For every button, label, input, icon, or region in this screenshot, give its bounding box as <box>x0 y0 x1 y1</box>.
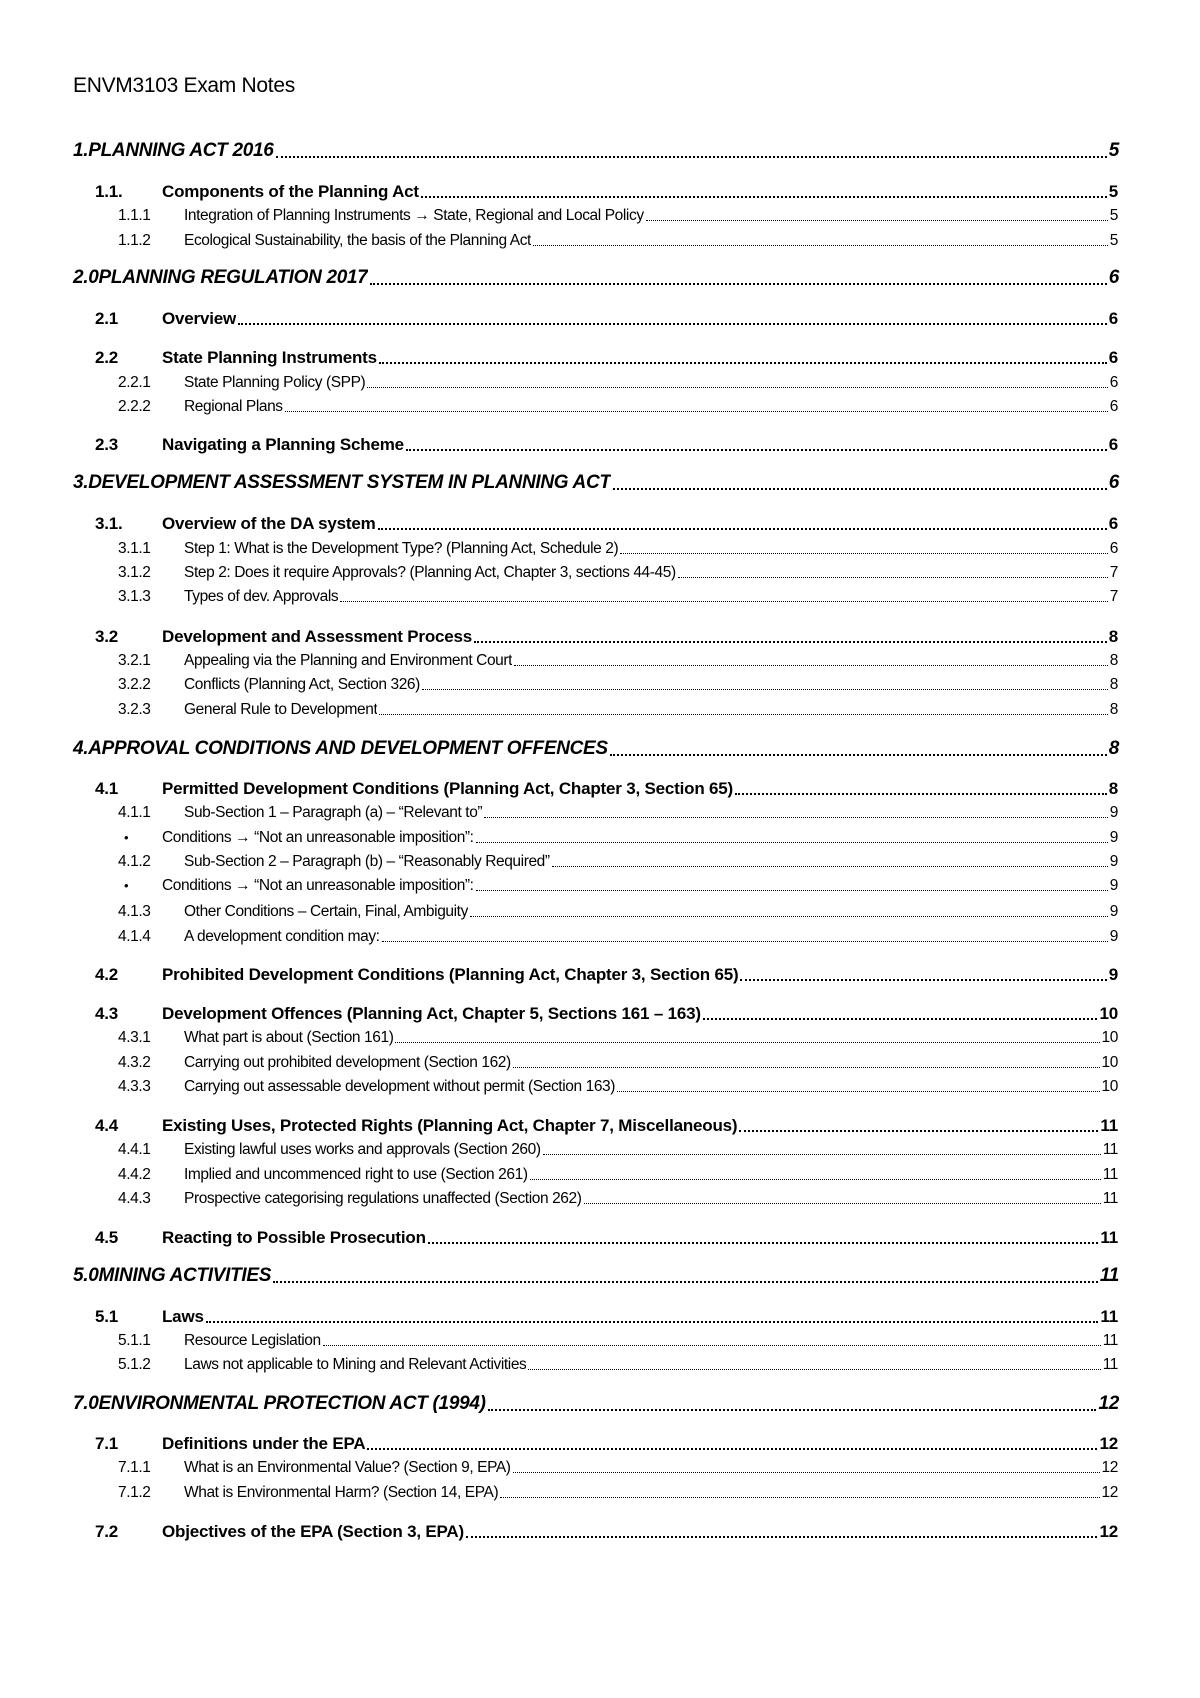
toc-entry-level-1[interactable] <box>0 738 1200 760</box>
toc-entry-title: APPROVAL CONDITIONS AND DEVELOPMENT OFFENCES <box>88 738 608 759</box>
toc-entry-number: 3.2 <box>95 627 119 646</box>
toc-entry-level-3[interactable] <box>0 1332 1200 1350</box>
toc-entry-number: 3. <box>73 472 89 493</box>
toc-page-number: 6 <box>1109 374 1118 391</box>
toc-entry-level-3[interactable] <box>0 398 1200 416</box>
toc-dot-leader <box>613 487 1107 490</box>
toc-dot-leader <box>530 1178 1101 1180</box>
toc-entry-level-3[interactable] <box>0 1166 1200 1184</box>
toc-entry-level-3[interactable] <box>0 1190 1200 1208</box>
toc-entry-level-2[interactable] <box>0 514 1200 534</box>
toc-entry-title: Carrying out prohibited development (Section 162) <box>184 1054 511 1071</box>
toc-entry-title: Prospective categorising regulations unaffected (Section 262) <box>184 1190 582 1207</box>
toc-entry-number: 2.3 <box>95 435 119 454</box>
toc-entry-title: PLANNING REGULATION 2017 <box>98 267 368 288</box>
toc-entry-level-1[interactable] <box>0 267 1200 289</box>
toc-dot-leader <box>406 448 1107 451</box>
toc-entry-level-3[interactable] <box>0 1459 1200 1477</box>
toc-entry-title: MINING ACTIVITIES <box>98 1265 272 1286</box>
toc-entry-number: 5.1.2 <box>118 1356 151 1373</box>
toc-dot-leader <box>379 713 1107 715</box>
toc-entry-level-2[interactable] <box>0 1522 1200 1542</box>
toc-page-number: 9 <box>1109 829 1118 846</box>
toc-entry-title: What is Environmental Harm? (Section 14, EPA) <box>184 1484 499 1501</box>
toc-entry-title: DEVELOPMENT ASSESSMENT SYSTEM IN PLANNING ACT <box>88 472 611 493</box>
toc-page-number: 7 <box>1109 588 1118 605</box>
toc-entry-number: 1.1. <box>95 182 123 201</box>
toc-entry-level-2[interactable] <box>0 348 1200 368</box>
toc-entry-level-3[interactable] <box>0 1054 1200 1072</box>
toc-entry-level-3[interactable] <box>0 853 1200 871</box>
toc-page-number: 6 <box>1109 540 1118 557</box>
toc-entry-level-2[interactable] <box>0 1116 1200 1136</box>
toc-entry-number: 1.1.2 <box>118 232 151 249</box>
toc-entry-level-2[interactable] <box>0 965 1200 985</box>
toc-dot-leader <box>703 1017 1098 1020</box>
toc-entry-level-2[interactable] <box>0 309 1200 329</box>
toc-entry-title: Conditions → “Not an unreasonable imposition”: <box>162 877 474 894</box>
toc-entry-level-2[interactable] <box>0 1434 1200 1454</box>
toc-entry-level-3[interactable] <box>0 1029 1200 1047</box>
toc-page-number: 10 <box>1101 1078 1118 1095</box>
toc-entry-title: Step 1: What is the Development Type? (Planning Act, Schedule 2) <box>184 540 619 557</box>
toc-dot-leader <box>735 792 1107 795</box>
toc-entry-number: 2.2.1 <box>118 374 151 391</box>
toc-page-number: 11 <box>1102 1332 1118 1349</box>
toc-entry-title: Reacting to Possible Prosecution <box>162 1228 426 1247</box>
toc-entry-level-3[interactable] <box>0 1141 1200 1159</box>
toc-entry-level-3[interactable] <box>0 652 1200 670</box>
toc-entry-title: Resource Legislation <box>184 1332 321 1349</box>
toc-page-number: 5 <box>1108 140 1119 161</box>
toc-entry-title: General Rule to Development <box>184 701 378 718</box>
toc-entry-level-3[interactable] <box>0 207 1200 225</box>
toc-dot-leader <box>466 1535 1098 1538</box>
toc-entry-number: 4.1.1 <box>118 804 151 821</box>
toc-entry-number: 2.0 <box>73 267 99 288</box>
toc-entry-number: 4.2 <box>95 965 119 984</box>
toc-dot-leader <box>584 1202 1101 1204</box>
toc-entry-level-1[interactable] <box>0 472 1200 494</box>
toc-dot-leader <box>395 1041 1099 1043</box>
toc-entry-title: Carrying out assessable development without permit (Section 163) <box>184 1078 616 1095</box>
toc-entry-title: Types of dev. Approvals <box>184 588 339 605</box>
toc-entry-title: Regional Plans <box>184 398 283 415</box>
toc-entry-title: A development condition may: <box>184 928 380 945</box>
toc-dot-leader <box>285 410 1108 412</box>
toc-entry-number: 4.3.1 <box>118 1029 151 1046</box>
toc-dot-leader <box>370 282 1107 285</box>
toc-entry-number: 3.2.2 <box>118 676 151 693</box>
toc-entry-number: 2.2.2 <box>118 398 151 415</box>
toc-entry-level-3[interactable] <box>0 676 1200 694</box>
toc-entry-title: Appealing via the Planning and Environment Court <box>184 652 513 669</box>
toc-page-number: 11 <box>1099 1265 1119 1286</box>
toc-entry-title: Implied and uncommenced right to use (Section 261) <box>184 1166 528 1183</box>
toc-dot-leader <box>678 576 1108 578</box>
toc-entry-number: 4.1 <box>95 779 119 798</box>
toc-entry-level-3[interactable] <box>0 903 1200 921</box>
toc-entry-number: 5.1.1 <box>118 1332 151 1349</box>
toc-entry-level-3[interactable] <box>0 701 1200 719</box>
toc-entry-title: State Planning Instruments <box>162 348 377 367</box>
toc-entry-title: Conditions → “Not an unreasonable imposition”: <box>162 829 474 846</box>
toc-entry-level-2[interactable] <box>0 182 1200 202</box>
toc-page-number: 5 <box>1109 207 1118 224</box>
toc-entry-level-3[interactable] <box>0 374 1200 392</box>
toc-entry-title: Integration of Planning Instruments → State, Regional and Local Policy <box>184 207 644 224</box>
toc-entry-number: • <box>124 878 129 893</box>
toc-dot-leader <box>513 1471 1100 1473</box>
toc-entry-title: Sub-Section 1 – Paragraph (a) – “Relevant to” <box>184 804 483 821</box>
toc-page-number: 6 <box>1108 472 1119 493</box>
toc-page-number: 9 <box>1109 903 1118 920</box>
toc-dot-leader <box>739 1129 1098 1132</box>
toc-entry-title: ENVIRONMENTAL PROTECTION ACT (1994) <box>98 1393 486 1414</box>
toc-entry-number: 1. <box>73 140 89 161</box>
toc-entry-number: 3.1.1 <box>118 540 151 557</box>
toc-entry-title: Definitions under the EPA <box>162 1434 366 1453</box>
toc-entry-number: 3.1.3 <box>118 588 151 605</box>
toc-dot-leader <box>476 841 1108 843</box>
toc-entry-number: 7.0 <box>73 1393 99 1414</box>
toc-entry-number: 4.3 <box>95 1004 119 1023</box>
toc-entry-level-3[interactable] <box>0 1078 1200 1096</box>
toc-page-number: 12 <box>1101 1459 1118 1476</box>
toc-entry-title: Other Conditions – Certain, Final, Ambiguity <box>184 903 468 920</box>
toc-dot-leader <box>543 1153 1101 1155</box>
toc-page-number: 8 <box>1109 676 1118 693</box>
toc-dot-leader <box>484 816 1108 818</box>
toc-dot-leader <box>552 865 1108 867</box>
toc-entry-title: Existing Uses, Protected Rights (Planning Act, Chapter 7, Miscellaneous) <box>162 1116 738 1135</box>
toc-entry-level-3[interactable] <box>0 928 1200 946</box>
toc-page-number: 11 <box>1102 1356 1118 1373</box>
toc-dot-leader <box>378 527 1107 530</box>
toc-dot-leader <box>367 1447 1097 1450</box>
toc-dot-leader <box>382 940 1108 942</box>
toc-dot-leader <box>620 552 1108 554</box>
toc-page-number: 11 <box>1100 1228 1118 1247</box>
toc-entry-level-3[interactable] <box>0 1484 1200 1502</box>
toc-page-number: 7 <box>1109 564 1118 581</box>
toc-entry-level-3[interactable] <box>0 540 1200 558</box>
toc-entry-number: 4.4 <box>95 1116 119 1135</box>
toc-entry-level-3[interactable] <box>0 564 1200 582</box>
toc-entry-title: Development and Assessment Process <box>162 627 473 646</box>
toc-page-number: 10 <box>1101 1054 1118 1071</box>
toc-entry-number: • <box>124 830 129 845</box>
toc-entry-level-1[interactable] <box>0 1265 1200 1287</box>
toc-dot-leader <box>367 386 1107 388</box>
toc-entry-title: Laws not applicable to Mining and Relevant Activities <box>184 1356 527 1373</box>
toc-entry-number: 3.1.2 <box>118 564 151 581</box>
toc-entry-number: 4.4.3 <box>118 1190 151 1207</box>
toc-entry-title: Existing lawful uses works and approvals (Section 260) <box>184 1141 541 1158</box>
toc-page-number: 11 <box>1102 1190 1118 1207</box>
toc-dot-leader <box>488 1408 1097 1411</box>
toc-entry-number: 4.1.4 <box>118 928 151 945</box>
toc-page-number: 6 <box>1108 348 1118 367</box>
toc-page-number: 12 <box>1099 1434 1118 1453</box>
toc-entry-number: 3.2.1 <box>118 652 151 669</box>
toc-dot-leader <box>428 1241 1099 1244</box>
toc-dot-leader <box>533 244 1108 246</box>
document-title: ENVM3103 Exam Notes <box>73 74 295 97</box>
toc-entry-number: 4. <box>73 738 89 759</box>
toc-dot-leader <box>273 1280 1098 1283</box>
toc-entry-title: Ecological Sustainability, the basis of the Planning Act <box>184 232 531 249</box>
toc-dot-leader <box>500 1496 1099 1498</box>
toc-page-number: 6 <box>1109 398 1118 415</box>
toc-entry-number: 4.4.1 <box>118 1141 151 1158</box>
toc-page-number: 9 <box>1108 965 1118 984</box>
toc-entry-title: Laws <box>162 1307 204 1326</box>
toc-dot-leader <box>740 978 1106 981</box>
toc-dot-leader <box>617 1090 1100 1092</box>
toc-entry-level-3[interactable] <box>0 804 1200 822</box>
toc-dot-leader <box>422 688 1108 690</box>
toc-page-number: 10 <box>1099 1004 1118 1023</box>
toc-page-number: 8 <box>1109 652 1118 669</box>
toc-page-number: 11 <box>1100 1307 1118 1326</box>
toc-dot-leader <box>528 1368 1100 1370</box>
toc-bullet-entry[interactable] <box>0 829 1200 847</box>
toc-dot-leader <box>646 219 1108 221</box>
toc-entry-number: 4.5 <box>95 1228 119 1247</box>
toc-entry-number: 2.2 <box>95 348 119 367</box>
toc-entry-title: Navigating a Planning Scheme <box>162 435 404 454</box>
toc-page-number: 5 <box>1108 182 1118 201</box>
toc-entry-number: 2.1 <box>95 309 119 328</box>
toc-dot-leader <box>610 753 1107 756</box>
toc-entry-level-3[interactable] <box>0 588 1200 606</box>
toc-page-number: 5 <box>1109 232 1118 249</box>
toc-entry-level-2[interactable] <box>0 627 1200 647</box>
toc-page-number: 6 <box>1108 435 1118 454</box>
toc-entry-title: Overview of the DA system <box>162 514 376 533</box>
toc-entry-title: Components of the Planning Act <box>162 182 419 201</box>
toc-dot-leader <box>276 155 1107 158</box>
toc-entry-number: 4.4.2 <box>118 1166 151 1183</box>
toc-entry-number: 4.3.3 <box>118 1078 151 1095</box>
toc-entry-number: 4.1.3 <box>118 903 151 920</box>
toc-page-number: 8 <box>1108 627 1118 646</box>
toc-entry-title: Prohibited Development Conditions (Planning Act, Chapter 3, Section 65) <box>162 965 739 984</box>
toc-dot-leader <box>421 195 1107 198</box>
toc-entry-level-2[interactable] <box>0 1228 1200 1248</box>
toc-page-number: 6 <box>1108 267 1119 288</box>
toc-entry-number: 7.1.2 <box>118 1484 151 1501</box>
toc-dot-leader <box>513 1066 1100 1068</box>
toc-entry-title: Step 2: Does it require Approvals? (Planning Act, Chapter 3, sections 44-45) <box>184 564 676 581</box>
toc-page-number: 11 <box>1102 1141 1118 1158</box>
toc-entry-title: Sub-Section 2 – Paragraph (b) – “Reasonably Required” <box>184 853 550 870</box>
toc-page-number: 8 <box>1108 738 1119 759</box>
toc-entry-title: Permitted Development Conditions (Planning Act, Chapter 3, Section 65) <box>162 779 734 798</box>
toc-entry-level-1[interactable] <box>0 1393 1200 1415</box>
toc-entry-title: What is an Environmental Value? (Section 9, EPA) <box>184 1459 511 1476</box>
toc-page-number: 11 <box>1102 1166 1118 1183</box>
toc-dot-leader <box>323 1344 1101 1346</box>
toc-page-number: 9 <box>1109 877 1118 894</box>
toc-entry-level-2[interactable] <box>0 1004 1200 1024</box>
toc-page-number: 12 <box>1101 1484 1118 1501</box>
toc-entry-title: Conflicts (Planning Act, Section 326) <box>184 676 420 693</box>
toc-dot-leader <box>474 640 1107 643</box>
toc-entry-title: State Planning Policy (SPP) <box>184 374 366 391</box>
toc-page-number: 12 <box>1099 1522 1118 1541</box>
toc-page-number: 9 <box>1109 928 1118 945</box>
toc-entry-level-3[interactable] <box>0 1356 1200 1374</box>
toc-entry-level-1[interactable] <box>0 140 1200 162</box>
toc-entry-title: Development Offences (Planning Act, Chapter 5, Sections 161 – 163) <box>162 1004 701 1023</box>
toc-entry-number: 3.1. <box>95 514 123 533</box>
toc-entry-title: What part is about (Section 161) <box>184 1029 394 1046</box>
toc-dot-leader <box>514 664 1108 666</box>
toc-entry-title: PLANNING ACT 2016 <box>88 140 274 161</box>
toc-dot-leader <box>238 322 1107 325</box>
toc-entry-number: 7.2 <box>95 1522 119 1541</box>
toc-entry-number: 1.1.1 <box>118 207 151 224</box>
toc-page-number: 6 <box>1108 309 1118 328</box>
toc-entry-number: 4.1.2 <box>118 853 151 870</box>
toc-page-number: 9 <box>1109 804 1118 821</box>
toc-dot-leader <box>470 915 1108 917</box>
toc-entry-title: Objectives of the EPA (Section 3, EPA) <box>162 1522 464 1541</box>
toc-entry-level-2[interactable] <box>0 779 1200 799</box>
toc-entry-level-2[interactable] <box>0 1307 1200 1327</box>
toc-dot-leader <box>379 361 1107 364</box>
toc-entry-number: 5.0 <box>73 1265 99 1286</box>
toc-page-number: 6 <box>1108 514 1118 533</box>
toc-dot-leader <box>476 889 1108 891</box>
toc-entry-number: 4.3.2 <box>118 1054 151 1071</box>
toc-entry-number: 3.2.3 <box>118 701 151 718</box>
toc-page-number: 12 <box>1098 1393 1119 1414</box>
toc-page-number: 11 <box>1100 1116 1118 1135</box>
toc-page-number: 10 <box>1101 1029 1118 1046</box>
toc-dot-leader <box>206 1320 1099 1323</box>
toc-entry-number: 5.1 <box>95 1307 119 1326</box>
toc-dot-leader <box>340 600 1108 602</box>
toc-entry-number: 7.1 <box>95 1434 119 1453</box>
toc-page-number: 8 <box>1108 779 1118 798</box>
toc-entry-level-2[interactable] <box>0 435 1200 455</box>
toc-entry-level-3[interactable] <box>0 232 1200 250</box>
toc-page-number: 8 <box>1109 701 1118 718</box>
toc-entry-number: 7.1.1 <box>118 1459 151 1476</box>
toc-entry-title: Overview <box>162 309 237 328</box>
toc-bullet-entry[interactable] <box>0 877 1200 895</box>
toc-page-number: 9 <box>1109 853 1118 870</box>
